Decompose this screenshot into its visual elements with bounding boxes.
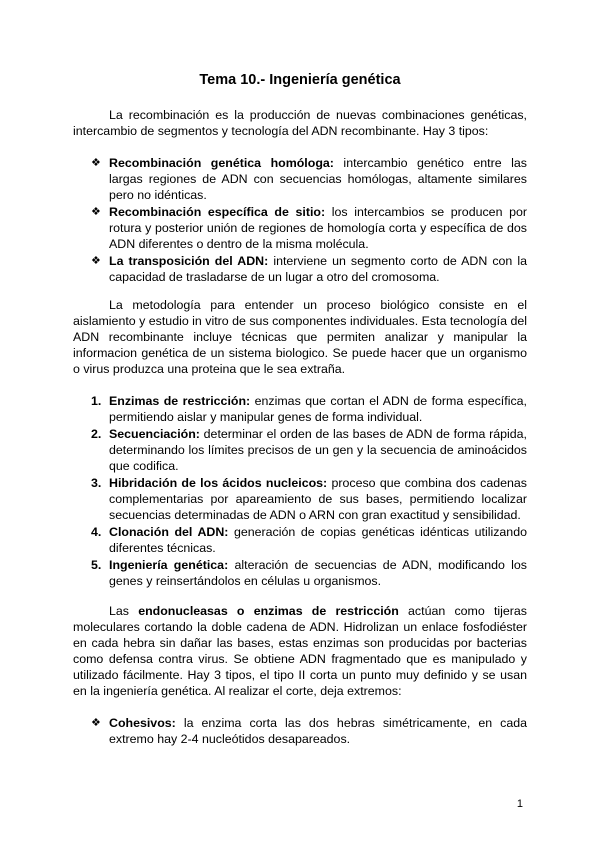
list-item: 3. Hibridación de los ácidos nucleicos: proceso que combina dos cadenas complementarias por apareamiento de sus bases, permitiendo localizar secuencias determinadas de ADN o ARN con gran exactitud y sensibilidad. [91,476,528,522]
list-item: ❖ Recombinación genética homóloga: intercambio genético entre las largas regiones de ADN con secuencias homólogas, altamente similares pero no idénticas. [91,156,527,202]
intro-text: La recombinación es la producción de nuevas combinaciones genéticas, intercambio de segmentos y tecnología del ADN recombinante. Hay 3 tipos: [73,108,527,138]
diamond-bullet-icon: ❖ [91,717,101,729]
intro-paragraph [73,107,527,139]
list-item: ❖ Recombinación específica de sitio: los intercambios se producen por rotura y posterior unión de regiones de homología corta y específica de dos ADN diferentes o dentro de la misma molécula. [91,205,527,251]
methodology-text: La metodología para entender un proceso biológico consiste en el aislamiento y estudio in vitro de sus componentes individuales. Esta tecnología del ADN recombinante incluye técnicas que permiten analizar y manipular la informacion genética de un sistema biologico. Se puede hacer que un organismo o virus produzca una proteina que le sea extraña. [73,298,527,376]
methodology-paragraph [73,297,527,377]
cut-ends-list [0,715,600,748]
list-item: ❖ La transposición del ADN: interviene un segmento corto de ADN con la capacidad de trasladarse de un lugar a otro del cromosoma. [91,254,527,284]
list-item: ❖ Cohesivos: la enzima corta las dos hebras simétricamente, en cada extremo hay 2-4 nucleótidos desapareados. [91,716,527,746]
list-item: 4. Clonación del ADN: generación de copias genéticas idénticas utilizando diferentes técnicas. [91,525,527,555]
diamond-bullet-icon: ❖ [91,157,101,169]
list-item: 5. Ingeniería genética: alteración de secuencias de ADN, modificando los genes y reinsertándolos en células u organismos. [91,558,527,588]
endonucleases-paragraph: Las endonucleasas o enzimas de restricción actúan como tijeras moleculares cortando la doble cadena de ADN. Hidrolizan un enlace fosfodiéster en cada hebra sin dañar las bases, estas enzimas son producidas por bacterias como defensa contra virus. Se obtiene ADN fragmentado que es manipulado y utilizado fácilmente. Hay 3 tipos, el tipo II corta un punto muy definido y se usan en la ingeniería genética. Al realizar el corte, deja extremos: [73,604,527,698]
diamond-bullet-icon: ❖ [91,206,101,218]
page-number: 1 [516,798,523,810]
diamond-bullet-icon: ❖ [91,255,101,267]
page-title: Tema 10.- Ingeniería genética [199,72,401,88]
techniques-list [0,393,600,590]
list-item: 2. Secuenciación: determinar el orden de las bases de ADN de forma rápida, determinando los límites precisos de un gen y la secuencia de aminoácidos que codifica. [91,427,527,473]
recombination-types-list [0,155,600,286]
list-item: 1. Enzimas de restricción: enzimas que cortan el ADN de forma específica, permitiendo aislar y manipular genes de forma individual. [91,394,527,424]
